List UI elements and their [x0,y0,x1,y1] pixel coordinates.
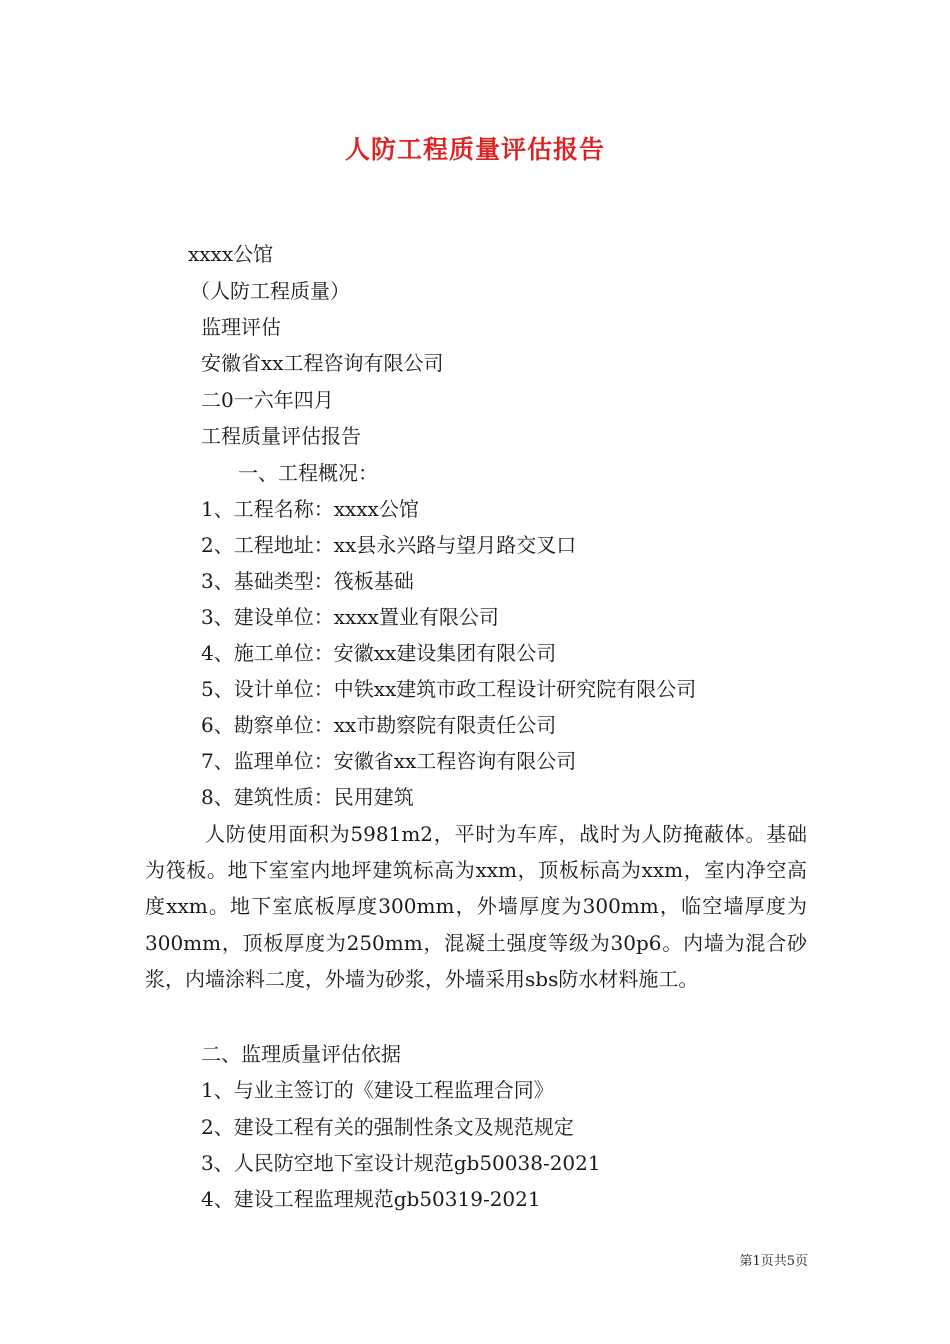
section-heading-overview: 一、工程概况： [238,461,378,485]
section-heading-basis: 二、监理质量评估依据 [201,1042,401,1066]
list-item: 3、建设单位：xxxx置业有限公司 [201,605,499,629]
list-item: 1、与业主签订的《建设工程监理合同》 [201,1078,554,1102]
overview-paragraph: 人防使用面积为5981m2，平时为车库，战时为人防掩蔽体。基础为筏板。地下室室内地坪建筑标高为xxm，顶板标高为xxm，室内净空高度xxm。地下室底板厚度300mm，外墙厚度为300mm，临空墙厚度为300mm，顶板厚度为250mm，混凝土强度等级为30p6。内墙为混合砂浆，内墙涂料二度，外墙为砂浆，外墙采用sbs防水材料施工。 [145,822,807,991]
page-indicator: 第1页共5页 [739,1254,808,1269]
list-item: 6、勘察单位：xx市勘察院有限责任公司 [201,713,557,737]
list-item: 2、工程地址：xx县永兴路与望月路交叉口 [201,533,577,557]
document-title: 人防工程质量评估报告 [344,135,605,164]
list-item: 3、基础类型：筏板基础 [201,569,414,593]
cover-subtitle: （人防工程质量） [190,279,350,303]
list-item: 4、建设工程监理规范gb50319-2021 [201,1187,541,1211]
list-item: 8、建筑性质：民用建筑 [201,785,414,809]
list-item: 2、建设工程有关的强制性条文及规范规定 [201,1115,574,1139]
cover-report-title: 工程质量评估报告 [201,424,361,448]
list-item: 3、人民防空地下室设计规范gb50038-2021 [201,1151,601,1175]
list-item: 4、施工单位：安徽xx建设集团有限公司 [201,641,557,665]
cover-project-name: xxxx公馆 [188,242,274,266]
cover-report-type: 监理评估 [201,315,281,339]
cover-date: 二0一六年四月 [201,388,334,412]
list-item: 1、工程名称：xxxx公馆 [201,497,419,521]
list-item: 5、设计单位：中铁xx建筑市政工程设计研究院有限公司 [201,677,697,701]
list-item: 7、监理单位：安徽省xx工程咨询有限公司 [201,749,577,773]
cover-company: 安徽省xx工程咨询有限公司 [201,351,444,375]
